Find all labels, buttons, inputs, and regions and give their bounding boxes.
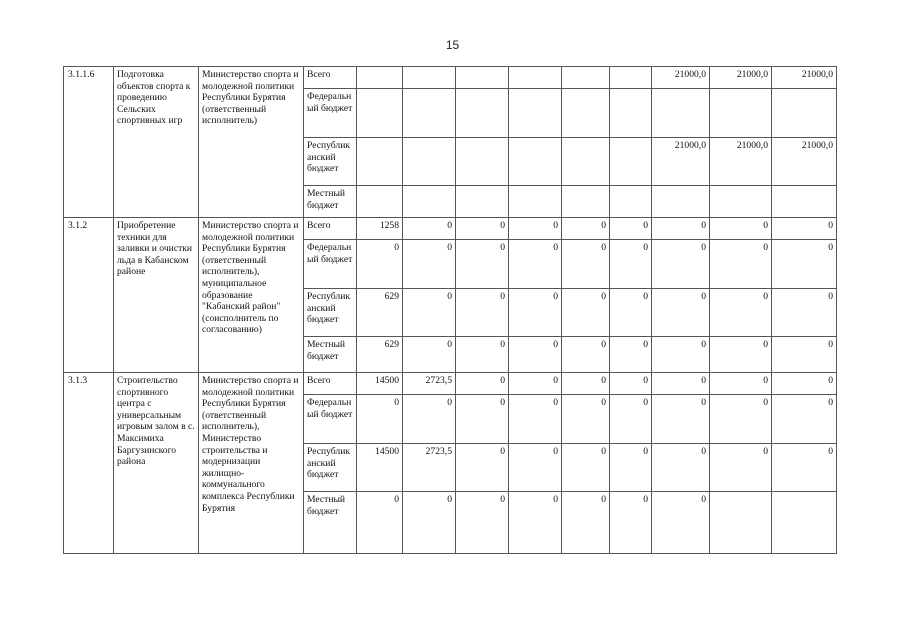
funding-value (562, 186, 610, 218)
funding-source: Всего (304, 218, 357, 240)
funding-value (403, 89, 456, 138)
funding-value: 0 (403, 337, 456, 373)
funding-value: 0 (652, 373, 710, 395)
funding-value: 0 (456, 395, 509, 444)
funding-value: 0 (562, 395, 610, 444)
funding-value: 0 (772, 218, 837, 240)
funding-source: Республиканский бюджет (304, 289, 357, 337)
funding-value (772, 492, 837, 554)
funding-value (610, 138, 652, 186)
funding-value (456, 67, 509, 89)
funding-value: 629 (357, 289, 403, 337)
funding-value: 0 (403, 240, 456, 289)
funding-value (710, 89, 772, 138)
funding-value (357, 138, 403, 186)
funding-value: 0 (562, 218, 610, 240)
funding-value: 0 (456, 492, 509, 554)
funding-value: 0 (403, 218, 456, 240)
funding-value: 0 (509, 444, 562, 492)
funding-value (357, 186, 403, 218)
funding-value: 0 (710, 289, 772, 337)
activity-name: Строительство спортивного центра с универсальным игровым залом в с. Максимиха Баргузинского района (114, 373, 199, 554)
funding-value: 0 (509, 373, 562, 395)
funding-value (710, 492, 772, 554)
funding-value: 0 (710, 395, 772, 444)
funding-value: 0 (652, 492, 710, 554)
activity-name: Приобретение техники для заливки и очистки льда в Кабанском районе (114, 218, 199, 373)
funding-value: 0 (610, 337, 652, 373)
funding-value: 0 (456, 218, 509, 240)
funding-value: 0 (456, 373, 509, 395)
funding-value: 0 (509, 240, 562, 289)
funding-value: 2723,5 (403, 373, 456, 395)
funding-value: 21000,0 (772, 67, 837, 89)
funding-value: 21000,0 (710, 138, 772, 186)
funding-value: 0 (357, 492, 403, 554)
funding-source: Местный бюджет (304, 492, 357, 554)
funding-value (772, 186, 837, 218)
funding-value: 0 (456, 289, 509, 337)
funding-value: 0 (509, 337, 562, 373)
funding-value: 0 (357, 240, 403, 289)
responsible-executor: Министерство спорта и молодежной политики Республики Бурятия (ответственный исполнитель) (199, 67, 304, 218)
funding-value: 0 (562, 337, 610, 373)
funding-value: 0 (772, 240, 837, 289)
funding-source: Федеральный бюджет (304, 395, 357, 444)
funding-value (610, 186, 652, 218)
funding-value (562, 67, 610, 89)
funding-value: 0 (456, 240, 509, 289)
funding-value: 0 (772, 395, 837, 444)
funding-value: 0 (610, 444, 652, 492)
activity-code: 3.1.1.6 (64, 67, 114, 218)
funding-value: 0 (710, 337, 772, 373)
funding-value: 0 (562, 373, 610, 395)
funding-value: 0 (652, 289, 710, 337)
responsible-executor: Министерство спорта и молодежной политики Республики Бурятия (ответственный исполнитель), муниципальное образование "Кабанский район" (соисполнитель по согласованию) (199, 218, 304, 373)
funding-value: 0 (357, 395, 403, 444)
funding-value: 0 (610, 289, 652, 337)
funding-value: 0 (509, 218, 562, 240)
funding-value: 0 (562, 444, 610, 492)
funding-value (403, 67, 456, 89)
funding-value: 0 (403, 289, 456, 337)
funding-value (772, 89, 837, 138)
funding-value: 21000,0 (710, 67, 772, 89)
funding-value: 1258 (357, 218, 403, 240)
responsible-executor: Министерство спорта и молодежной политики Республики Бурятия (ответственный исполнитель), Министерство строительства и модернизации жилищно-коммунального комплекса Республики Бурятия (199, 373, 304, 554)
funding-value: 0 (456, 337, 509, 373)
funding-source: Всего (304, 373, 357, 395)
funding-value: 0 (403, 492, 456, 554)
funding-value: 0 (562, 240, 610, 289)
funding-source: Федеральный бюджет (304, 89, 357, 138)
activity-name: Подготовка объектов спорта к проведению Сельских спортивных игр (114, 67, 199, 218)
funding-value: 0 (772, 337, 837, 373)
table-row (64, 67, 837, 89)
funding-value: 21000,0 (652, 138, 710, 186)
funding-value: 21000,0 (772, 138, 837, 186)
funding-value: 0 (610, 395, 652, 444)
funding-value: 0 (403, 395, 456, 444)
funding-value (509, 67, 562, 89)
funding-source: Местный бюджет (304, 337, 357, 373)
funding-source: Всего (304, 67, 357, 89)
funding-value: 0 (652, 337, 710, 373)
funding-value: 0 (652, 218, 710, 240)
funding-source: Местный бюджет (304, 186, 357, 218)
funding-value: 0 (456, 444, 509, 492)
funding-value (652, 186, 710, 218)
funding-value (562, 138, 610, 186)
funding-value: 0 (710, 218, 772, 240)
funding-value: 0 (509, 289, 562, 337)
funding-value: 0 (610, 240, 652, 289)
funding-value: 0 (710, 373, 772, 395)
funding-value: 0 (652, 240, 710, 289)
funding-value (509, 138, 562, 186)
funding-value: 2723,5 (403, 444, 456, 492)
funding-value (456, 186, 509, 218)
funding-value (652, 89, 710, 138)
funding-value: 0 (772, 444, 837, 492)
funding-value (403, 186, 456, 218)
funding-value (403, 138, 456, 186)
funding-value (509, 186, 562, 218)
funding-value (562, 89, 610, 138)
funding-value: 0 (562, 289, 610, 337)
table-row (64, 218, 837, 240)
funding-value (456, 138, 509, 186)
funding-value (610, 89, 652, 138)
funding-value: 629 (357, 337, 403, 373)
funding-source: Федеральный бюджет (304, 240, 357, 289)
funding-value: 0 (772, 373, 837, 395)
funding-value (610, 67, 652, 89)
funding-value: 14500 (357, 444, 403, 492)
funding-value (357, 89, 403, 138)
funding-source: Республиканский бюджет (304, 444, 357, 492)
funding-value: 0 (509, 492, 562, 554)
activity-code: 3.1.2 (64, 218, 114, 373)
funding-value: 0 (509, 395, 562, 444)
funding-value: 0 (652, 395, 710, 444)
funding-value: 14500 (357, 373, 403, 395)
funding-value: 21000,0 (652, 67, 710, 89)
page-number: 15 (445, 38, 460, 52)
funding-value: 0 (710, 444, 772, 492)
funding-value: 0 (610, 492, 652, 554)
funding-value (710, 186, 772, 218)
funding-value: 0 (772, 289, 837, 337)
funding-source: Республиканский бюджет (304, 138, 357, 186)
funding-value: 0 (562, 492, 610, 554)
funding-value: 0 (652, 444, 710, 492)
funding-value: 0 (610, 373, 652, 395)
funding-value: 0 (710, 240, 772, 289)
funding-value (509, 89, 562, 138)
budget-table (63, 66, 837, 554)
funding-value (357, 67, 403, 89)
activity-code: 3.1.3 (64, 373, 114, 554)
funding-value (456, 89, 509, 138)
funding-value: 0 (610, 218, 652, 240)
table-row (64, 373, 837, 395)
